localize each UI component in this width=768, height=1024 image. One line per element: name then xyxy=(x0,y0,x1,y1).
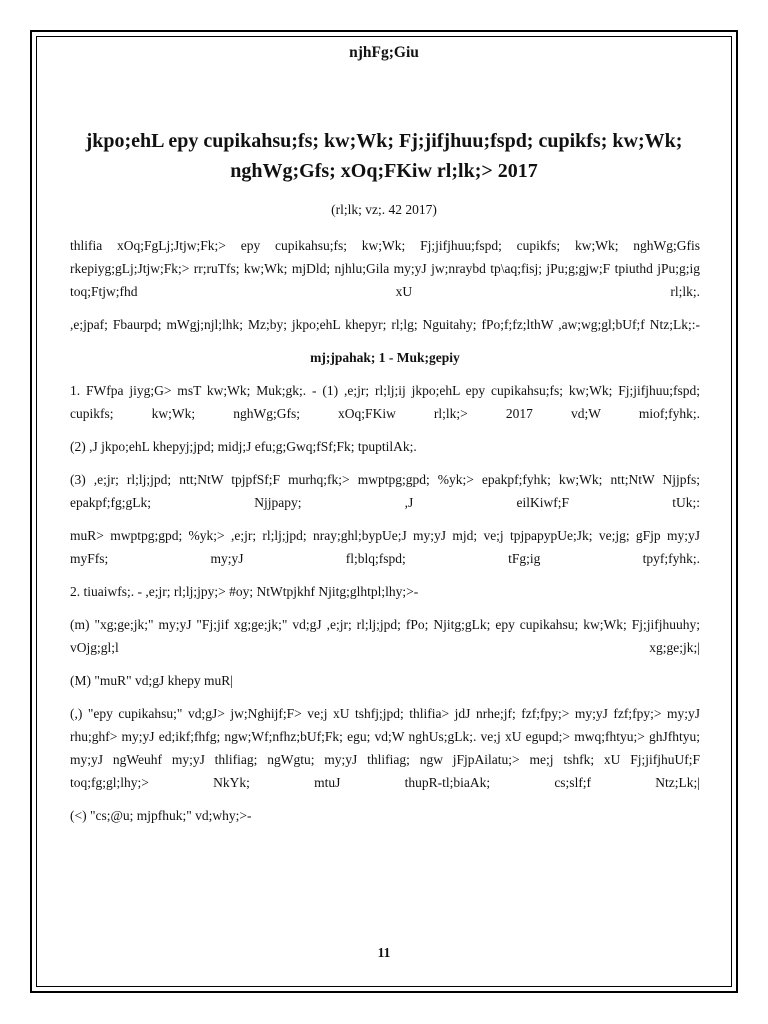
definition-d-paragraph: (<) "cs;@u; mjpfhuk;" vd;why;>- xyxy=(70,808,252,823)
section-2-paragraph: 2. tiuaiwfs;. - ,e;jr; rl;lj;jpy;> #oy; NtWtpjkhf Njitg;glhtpl;lhy;>- xyxy=(70,584,419,599)
definition-a-paragraph: (m) "xg;ge;jk;" my;yJ "Fj;jif xg;ge;jk;" vd;gJ ,e;jr; rl;lj;jpd; fPo; Njitg;gLk; epy cupikahsu; kw;Wk; Fj;jifjhuuhy; vOjg;gl;l xg;ge;jk;| xyxy=(70,617,700,655)
body-text xyxy=(70,234,700,837)
definition-c-paragraph: (,) "epy cupikahsu;" vd;gJ> jw;Nghijf;F> ve;j xU tshfj;jpd; thlifia> jdJ nrhe;jf; fzf;fpy;> my;yJ fzf;fpy;> my;yJ rhu;ghf> my;yJ ed;ikf;fhfg; ngw;Wf;nfhz;bUf;Fk; egu; vd;W nghUs;gLk;. ve;j xU egupd;> mwq;fhtyu;> ghJfhtyu; my;yJ ngWeuhf my;yJ thlifiag; ngWgtu; my;yJ thlifiag; ngw jFjpAilatu;> me;j tshfk; xU Fj;jifjhuUf;F toq;fg;gl;lhy;> NkYk; mtuJ thupR-tl;biaAk; cs;slf;f Ntz;Lk;| xyxy=(70,706,700,790)
proviso-paragraph: muR> mwptpg;gpd; %yk;> ,e;jr; rl;lj;jpd; nray;ghl;bypUe;J my;yJ mjd; ve;j tpjpapypUe;Jk; ve;jg; gFjp my;yJ myFfs; my;yJ fl;blq;fspd; tFg;ig tpyf;fyhk;. xyxy=(70,528,700,566)
definition-b-paragraph: (M) "muR" vd;gJ khepy muR| xyxy=(70,673,233,688)
preamble-paragraph: thlifia xOq;FgLj;Jtjw;Fk;> epy cupikahsu;fs; kw;Wk; Fj;jifjhuu;fspd; cupikfs; kw;Wk; nghWg;Gfis rkepiyg;gLj;Jtjw;Fk;> rr;ruTfs; kw;Wk; mjDld; njhlu;Gila my;yJ jw;nraybd tp\aq;fisj; jPu;g;gjw;F tpiuthd jPu;g;ig toq;Ftjw;fhd xU rl;lk;. xyxy=(70,238,700,299)
section-1-paragraph: 1. FWfpa jiyg;G> msT kw;Wk; Muk;gk;. - (1) ,e;jr; rl;lj;ij jkpo;ehL epy cupikahsu;fs; kw;Wk; Fj;jifjhuu;fspd; cupikfs; kw;Wk; nghWg;Gfs; xOq;FKiw rl;lk;> 2017 vd;W miof;fyhk;. xyxy=(70,383,700,421)
enactment-paragraph: ,e;jpaf; Fbaurpd; mWgj;njl;lhk; Mz;by; jkpo;ehL khepyr; rl;lg; Nguitahy; fPo;f;fz;lthW ,aw;wg;gl;bUf;f Ntz;Lk;:- xyxy=(70,317,700,332)
act-number: (rl;lk; vz;. 42 2017) xyxy=(331,202,437,217)
subsection-2-paragraph: (2) ,J jkpo;ehL khepyj;jpd; midj;J efu;g;Gwq;fSf;Fk; tpuptilAk;. xyxy=(70,439,417,454)
subsection-3-paragraph: (3) ,e;jr; rl;lj;jpd; ntt;NtW tpjpfSf;F murhq;fk;> mwptpg;gpd; %yk;> epakpf;fyhk; kw;Wk; ntt;NtW Njjpfs; epakpf;fg;gLk; Njjpapy; ,J eilKiwf;F tUk;: xyxy=(70,472,700,510)
act-title: jkpo;ehL epy cupikahsu;fs; kw;Wk; Fj;jifjhuu;fspd; cupikfs; kw;Wk; nghWg;Gfs; xOq;FKiw rl;lk;> 2017 xyxy=(85,130,683,182)
gazette-header: njhFg;Giu xyxy=(349,44,419,61)
chapter-heading: mj;jpahak; 1 - Muk;gepiy xyxy=(310,350,460,365)
page-number: 11 xyxy=(377,945,391,960)
